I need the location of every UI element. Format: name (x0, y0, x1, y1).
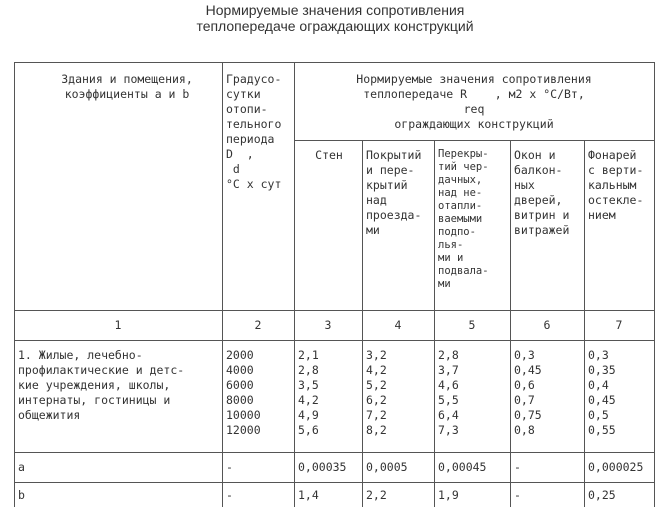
row-3-walls: 1,4 (298, 488, 319, 502)
row-3-covers: 2,2 (366, 488, 387, 502)
column-number-4: 4 (394, 318, 402, 332)
header-bottom-rule (14, 310, 655, 311)
table-border-left (14, 62, 15, 507)
row-3-dd: - (226, 488, 233, 502)
row-1-lanterns: 0,3 0,35 0,4 0,45 0,5 0,55 (588, 348, 616, 437)
header-windows: Окон и балкон- ных дверей, витрин и витражей (514, 148, 570, 237)
row-3-name: b (18, 488, 25, 502)
row-b-top-rule (14, 482, 655, 483)
header-degree-days: Градусо- сутки отопи- тельного периода D , d °С x сут (226, 72, 282, 191)
row-3-windows: - (514, 488, 521, 502)
header-covers: Покрытий и пере- крытий над проезда- ми (366, 148, 422, 237)
row-1-covers: 3,2 4,2 5,2 6,2 7,2 8,2 (366, 348, 387, 437)
row-1-attic: 2,8 3,7 4,6 5,5 6,4 7,3 (438, 348, 459, 437)
document-subtitle: теплопередаче ограждающих конструкций (196, 18, 474, 34)
row-2-dd: - (226, 460, 233, 474)
row-3-attic: 1,9 (438, 488, 459, 502)
column-number-2: 2 (254, 318, 262, 332)
header-attic: Перекры- тий чер- дачных, над не- отапли- ваемыми подпо- лья- ми и подвала- ми (438, 148, 489, 290)
row-2-walls: 0,00035 (298, 460, 347, 474)
table-border-right (654, 62, 655, 507)
row-2-windows: - (514, 460, 521, 474)
header-buildings: Здания и помещения, коэффициенты a и b (61, 72, 193, 101)
column-number-6: 6 (543, 318, 551, 332)
header-walls: Стен (315, 148, 343, 162)
row-1-walls: 2,1 2,8 3,5 4,2 4,9 5,6 (298, 348, 319, 437)
row-2-attic: 0,00045 (438, 460, 487, 474)
col-divider-2 (294, 62, 295, 507)
number-row-rule (14, 340, 655, 341)
column-number-3: 3 (324, 318, 332, 332)
header-norm-group: Нормируемые значения сопротивления теплопередаче R , м2 x °С/Вт, req ограждающих конструкций (356, 72, 592, 131)
row-2-covers: 0,0005 (366, 460, 408, 474)
row-1-name: 1. Жилые, лечебно- профилактические и детс- кие учреждения, школы, интернаты, гостиницы и общежития (18, 348, 185, 422)
row-1-windows: 0,3 0,45 0,6 0,7 0,75 0,8 (514, 348, 542, 437)
group-header-rule (294, 140, 655, 141)
column-number-7: 7 (615, 318, 623, 332)
row-2-lanterns: 0,000025 (588, 460, 644, 474)
row-a-top-rule (14, 452, 655, 453)
row-2-name: a (18, 460, 25, 474)
row-3-lanterns: 0,25 (588, 488, 616, 502)
document-title: Нормируемые значения сопротивления (205, 2, 465, 18)
column-number-1: 1 (114, 318, 122, 332)
table-border-top (14, 62, 655, 63)
header-lanterns: Фонарей с верти- кальным остекле- нием (588, 148, 644, 222)
column-number-5: 5 (468, 318, 476, 332)
col-divider-1 (222, 62, 223, 507)
row-1-dd: 2000 4000 6000 8000 10000 12000 (226, 348, 261, 437)
